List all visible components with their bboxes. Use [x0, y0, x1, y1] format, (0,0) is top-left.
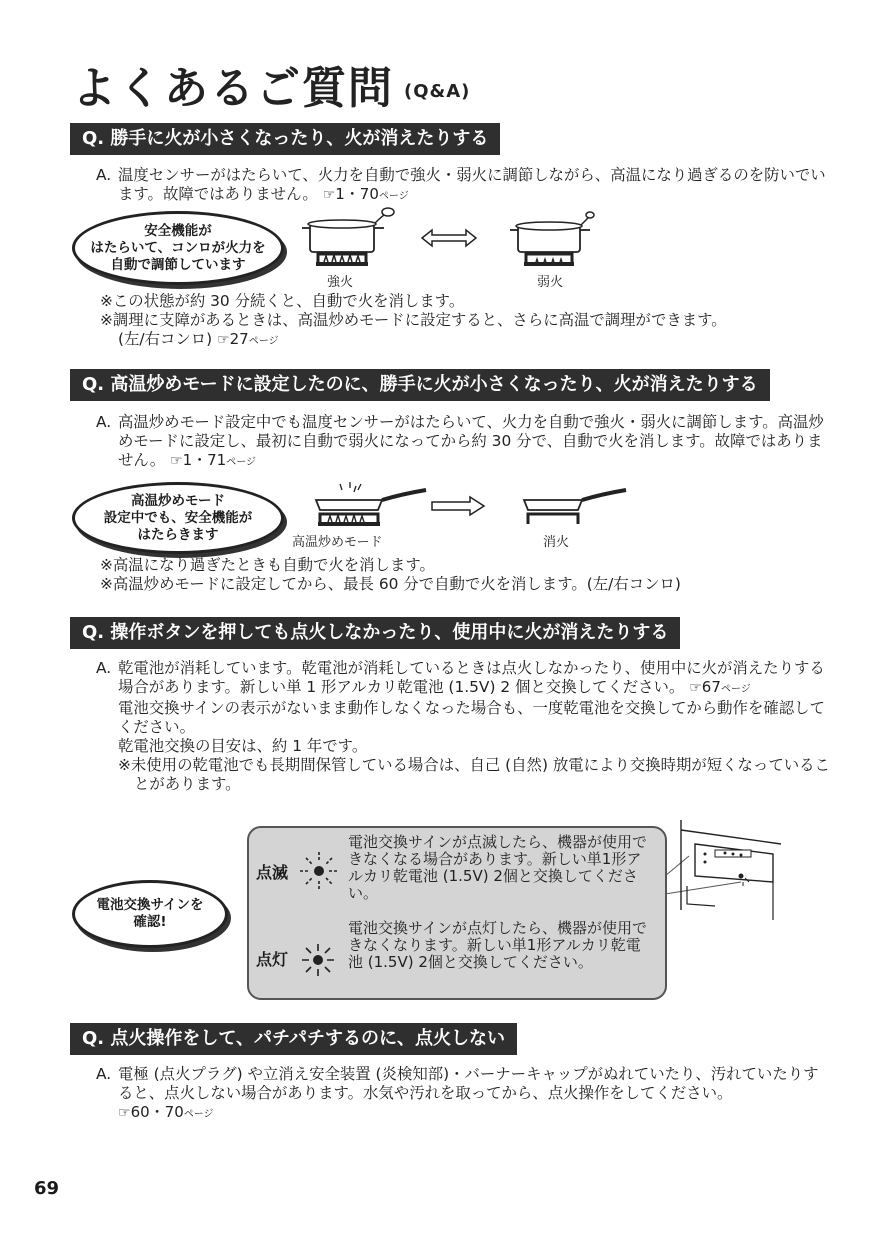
pointing-hand-icon: ☞	[322, 187, 336, 203]
frying-pan-off-illustration	[520, 486, 630, 530]
safety-function-oval	[72, 211, 284, 285]
control-panel-illustration	[655, 820, 785, 930]
answer-3-note: ※未使用の乾電池でも長期間保管している場合は、自己 (自然) 放電により交換時期が短くなっていることがあります。	[118, 756, 830, 793]
answer-3	[96, 659, 831, 794]
reference-suffix: ページ	[378, 191, 409, 202]
lit-description: 電池交換サインが点灯したら、機器が使用できなくなります。新しい単1形アルカリ乾電池 (1.5V) 2個と交換してください。	[348, 919, 647, 971]
answer-4-text: 電極 (点火プラグ) や立消え安全装置 (炎検知部)・バーナーキャップがぬれていたり、汚れていたりすると、点火しない場合があります。水気や汚れを取ってから、点火操作をしてください。	[118, 1065, 819, 1102]
note-line: ※高温炒めモードに設定してから、最長 60 分で自動で火を消します。(左/右コンロ)	[100, 575, 681, 593]
question-4-heading: Q. 点火操作をして、パチパチするのに、点火しない	[70, 1023, 517, 1055]
note-line: ※この状態が約 30 分続くと、自動で火を消します。	[100, 292, 465, 310]
reference-suffix: ページ	[720, 684, 751, 695]
double-arrow-icon	[420, 228, 478, 248]
extinguished-caption: 消火	[543, 535, 570, 550]
oval-line: 高温炒めモード	[131, 492, 225, 509]
answer-2-text: 高温炒めモード設定中でも温度センサーがはたらいて、火力を自動で強火・弱火に調節します。高温炒めモードに設定し、最初に自動で弱火になってから約 30 分で、自動で火を消します。故障ではありません。	[118, 413, 824, 469]
reference-page-number: 1・70	[335, 185, 379, 203]
reference-suffix: ページ	[183, 1109, 214, 1120]
question-3-heading: Q. 操作ボタンを押しても点火しなかったり、使用中に火が消えたりする	[70, 617, 680, 649]
strong-flame-caption: 強火	[327, 275, 354, 290]
note-line: ※高温になり過ぎたときも自動で火を消します。	[100, 556, 435, 574]
pointing-hand-icon: ☞	[689, 680, 702, 696]
answer-1-notes	[100, 292, 840, 351]
answer-3-text: 乾電池交換の目安は、約 1 年です。	[118, 737, 368, 755]
oval-line: はたらいて、コンロが火力を	[90, 239, 266, 256]
page-title-sub: (Q&A)	[404, 80, 471, 102]
page-reference	[170, 451, 256, 469]
note-line: ※調理に支障があるときは、高温炒めモードに設定すると、さらに高温で調理ができます。	[100, 311, 727, 329]
pointing-hand-icon: ☞	[170, 453, 183, 469]
high-temp-mode-caption: 高温炒めモード	[292, 535, 383, 550]
battery-sign-oval	[72, 880, 228, 948]
page-reference	[323, 185, 409, 203]
page-title	[72, 52, 470, 116]
note-text: (左/右コンロ)	[118, 330, 213, 348]
oval-line: 安全機能が	[144, 222, 212, 239]
question-1-heading: Q. 勝手に火が小さくなったり、火が消えたりする	[70, 123, 500, 155]
question-2-heading: Q. 高温炒めモードに設定したのに、勝手に火が小さくなったり、火が消えたりする	[70, 369, 770, 401]
pointing-hand-icon: ☞	[217, 332, 230, 348]
high-temp-safety-oval	[72, 482, 284, 554]
answer-3-text: 乾電池が消耗しています。乾電池が消耗しているときは点火しなかったり、使用中に火が消えたりする場合があります。新しい単 1 形アルカリ乾電池 (1.5V) 2 個と交換してください。	[118, 659, 825, 696]
reference-suffix: ページ	[226, 457, 257, 468]
blink-label: 点滅	[256, 863, 289, 882]
answer-2-notes	[100, 556, 840, 594]
frying-pan-flame-illustration	[312, 480, 432, 528]
reference-page-number: 60・70	[130, 1103, 184, 1121]
blink-description: 電池交換サインが点滅したら、機器が使用できなくなる場合があります。新しい単1形アルカリ乾電池 (1.5V) 2個と交換してください。	[348, 833, 647, 902]
lit-label: 点灯	[256, 950, 289, 969]
oval-line: 確認!	[133, 914, 167, 930]
page-number: 69	[34, 1178, 60, 1199]
reference-page-number: 27	[229, 330, 249, 348]
right-arrow-icon	[430, 495, 486, 517]
page-title-main: よくあるご質問	[72, 63, 394, 114]
oval-line: 電池交換サインを	[96, 897, 204, 913]
pot-weak-flame-illustration	[506, 210, 610, 270]
lit-sign-icon	[298, 940, 338, 980]
page-reference	[689, 678, 750, 696]
reference-page-number: 1・71	[182, 451, 227, 469]
weak-flame-caption: 弱火	[537, 275, 564, 290]
reference-page-number: 67	[701, 678, 721, 696]
pot-strong-flame-illustration	[296, 206, 404, 270]
oval-line: はたらきます	[137, 526, 219, 543]
page-reference	[217, 330, 278, 348]
answer-3-lead: A.	[96, 659, 112, 677]
answer-3-text: 電池交換サインの表示がないまま動作しなくなった場合も、一度乾電池を交換してから動作を確認してください。	[118, 699, 825, 736]
page-reference	[118, 1103, 214, 1121]
answer-2-lead: A.	[96, 413, 112, 431]
answer-1-text: 温度センサーがはたらいて、火力を自動で強火・弱火に調節しながら、高温になり過ぎるのを防いでいます。故障ではありません。	[118, 166, 826, 203]
oval-line: 自動で調節しています	[110, 256, 246, 273]
answer-4-lead: A.	[96, 1065, 112, 1083]
pointing-hand-icon: ☞	[118, 1105, 131, 1121]
answer-1	[96, 166, 831, 206]
blinking-sign-icon	[296, 848, 342, 894]
answer-4	[96, 1065, 831, 1124]
answer-2	[96, 413, 831, 472]
oval-line: 設定中でも、安全機能が	[103, 509, 253, 526]
reference-suffix: ページ	[248, 336, 279, 347]
note-line	[100, 330, 840, 351]
answer-1-lead: A.	[96, 166, 112, 184]
